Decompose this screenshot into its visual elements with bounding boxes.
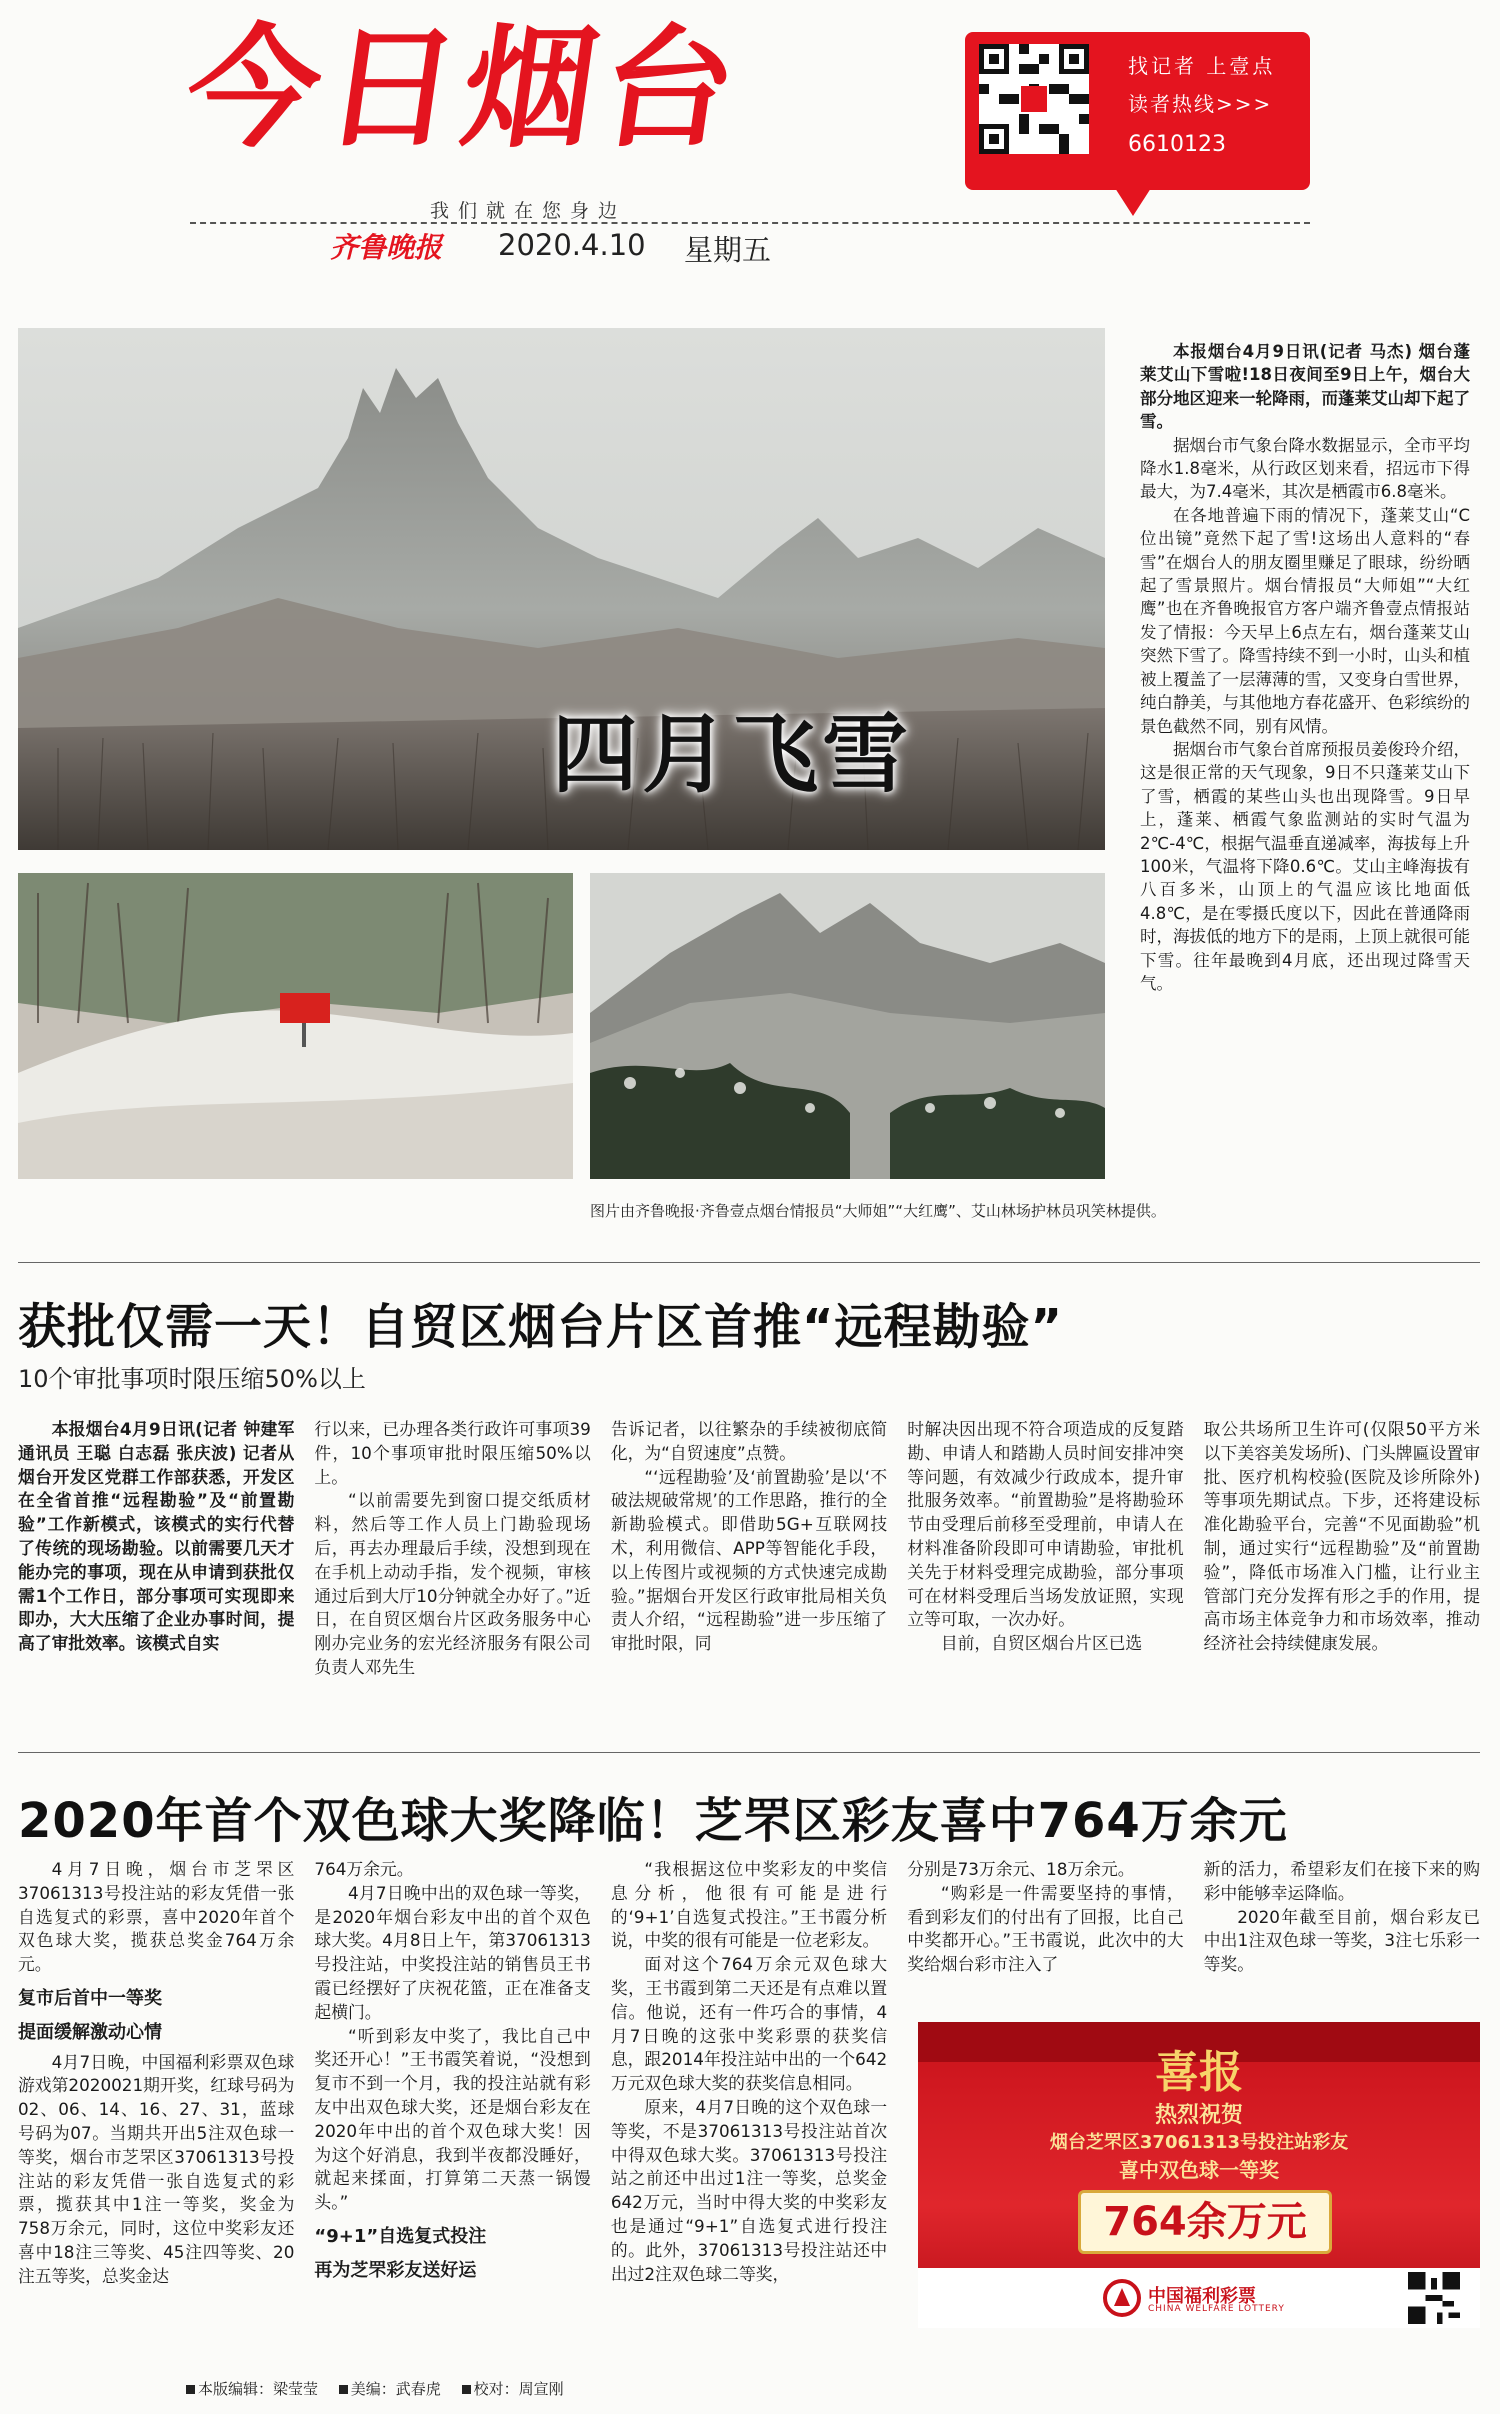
footer-credit: 本版编辑：梁莹莹 bbox=[186, 2380, 318, 2398]
masthead-slogan: 我们就在您身边 bbox=[430, 200, 627, 222]
ad-congrats-line: 热烈祝贺 bbox=[1154, 2103, 1243, 2128]
ad-station-line: 烟台芝罘区37061313号投注站彩友 bbox=[1049, 2132, 1349, 2153]
newspaper-masthead-title: 今日烟台 bbox=[177, 12, 751, 166]
section-divider bbox=[18, 1262, 1480, 1263]
article2-headline: 2020年首个双色球大奖降临！芝罘区彩友喜中764万余元 bbox=[18, 1793, 1288, 1849]
article1-paragraph: 目前，自贸区烟台片区已选 bbox=[940, 1633, 1143, 1654]
article1-column bbox=[314, 1418, 590, 1718]
article2-paragraph: “听到彩友中奖了，我比自己中奖还开心！”王书霞笑着说，“没想到复市不到一个月，我的投注站就有彩友中出双色球大奖，还是烟台彩友在2020年中出的首个双色球大奖！因为这个好消息，我到半夜都没睡好，就起来揉面，打算第二天蒸一锅馒头。” bbox=[314, 2025, 591, 2213]
article2-paragraph: 原来，4月7日晚的这个双色球一等奖，不是37061313号投注站首次中得双色球大奖。37061313号投注站之前还中出过1注一等奖，总奖金642万元，当时中得大奖的中奖彩友也是通过“9+1”自选复式进行投注的。此外，37061313号投注站还中出过2注双色球二等奖， bbox=[610, 2096, 888, 2284]
article2-subhead: “9+1”自选复式投注 bbox=[314, 2225, 487, 2247]
snow-path-photo bbox=[18, 873, 573, 1179]
snow-story-paragraph: 在各地普遍下雨的情况下，蓬莱艾山“C位出镜”竟然下起了雪!这场出人意料的“春雪”在烟台人的朋友圈里赚足了眼球，纷纷晒起了雪景照片。烟台情报员“大师姐”“大红鹰”也在齐鲁晚报官方客户端齐鲁壹点情报站发了情报：今天早上6点左右，烟台蓬莱艾山突然下雪了。降雪持续不到一小时，山头和植被上覆盖了一层薄薄的雪，又变身白雪世界，纯白静美，与其他地方春花盛开、色彩缤纷的景色截然不同，别有风情。 bbox=[1140, 505, 1470, 736]
article2-paragraph: 面对这个764万余元双色球大奖，王书霞到第二天还是有点难以置信。他说，还有一件巧合的事情，4月7日晚的这张中奖彩票的获奖信息，跟2014年投注站中出的一个642万元双色球大奖的获奖信息相同。 bbox=[610, 1954, 888, 2094]
article2-paragraph: 4月7日晚中出的双色球一等奖，是2020年烟台彩友中出的首个双色球大奖。4月8日上午，第37061313号投注站，中奖投注站的销售员王书霞已经摆好了庆祝花篮，正在准备支起横门。 bbox=[314, 1882, 591, 2022]
ad-footer-band bbox=[918, 2268, 1480, 2328]
ad-prize-amount: 764余万元 bbox=[1078, 2190, 1332, 2254]
article2-subhead: 再为芝罘彩友送好运 bbox=[314, 2259, 477, 2281]
snow-story-paragraph: 本报烟台4月9日讯(记者 马杰) 烟台蓬莱艾山下雪啦!18日夜间至9日上午，烟台大部分地区迎来一轮降雨，而蓬莱艾山却下起了雪。 bbox=[1140, 342, 1470, 432]
article2-paragraph: 4月7日晚，烟台市芝罘区37061313号投注站的彩友凭借一张自选复式的彩票，喜中2020年首个双色球大奖，揽获总奖金764万余元。 bbox=[18, 1859, 295, 1975]
article1-paragraph: 时解决因出现不符合项造成的反复踏勘、申请人和踏勘人员时间安排冲突等问题，有效减少行政成本，提升审批服务效率。“前置勘验”是将勘验环节由受理后前移至受理前，申请人在材料准备阶段即可申请勘验，审批机关先于材料受理完成勘验，部分事项可在材料受理后当场发放证照，实现立等可取，一次办好。 bbox=[907, 1419, 1184, 1630]
article1-paragraph: 取公共场所卫生许可(仅限50平方米以下美容美发场所)、门头牌匾设置审批、医疗机构校验(医院及诊所除外)等事项先期试点。下步，还将建设标准化勘验平台，完善“不见面勘验”机制，通过实行“远程勘验”及“前置勘验”，降低市场准入门槛，让行业主管部门充分发挥有形之手的作用，提高市场主体竞争力和市场效率，推动经济社会持续健康发展。 bbox=[1203, 1419, 1481, 1654]
photo-credit-caption: 图片由齐鲁晚报·齐鲁壹点烟台情报员“大师姐”“大红鹰”、艾山林场护林员巩笑林提供。 bbox=[590, 1202, 1166, 1220]
qr-code-icon[interactable] bbox=[979, 44, 1089, 154]
article1-paragraph: 告诉记者，以往繁杂的手续被彻底简化，为“自贸速度”点赞。 bbox=[610, 1419, 888, 1463]
article2-paragraph: 764万余元。 bbox=[314, 1859, 414, 1879]
snowy-peaks-pines-photo bbox=[590, 873, 1105, 1179]
reporter-box-line1: 找记者 上壹点 bbox=[1128, 54, 1276, 78]
article1-headline: 获批仅需一天！自贸区烟台片区首推“远程勘验” bbox=[18, 1299, 1064, 1355]
article1-subhead: 10个审批事项时限压缩50%以上 bbox=[18, 1365, 366, 1393]
article1-paragraph: “以前需要先到窗口提交纸质材料，然后等工作人员上门勘验现场后，再去办理最后手续，没想到现在在手机上动动手指，发个视频，审核通过后到大厅10分钟就全办好了。”近日，在自贸区烟台片区政务服务中心刚办完业务的宏光经济服务有限公司负责人邓先生 bbox=[314, 1490, 591, 1677]
footer-credit: 校对：周宣刚 bbox=[462, 2380, 564, 2398]
ad-qr-code-icon[interactable] bbox=[1408, 2272, 1460, 2324]
snow-feature-headline: 四月飞雪 bbox=[552, 705, 912, 805]
article2-paragraph: 4月7日晚，中国福利彩票双色球游戏第2020021期开奖，红球号码为02、06、14、16、27、31，蓝球号码为07。当期共开出5注双色球一等奖，烟台市芝罘区37061313号投注站的彩友凭借一张自选复式的彩票，揽获其中1注一等奖，奖金为758万余元，同时，这位中奖彩友还喜中18注三等奖、45注四等奖、20注五等奖，总奖金达 bbox=[18, 2051, 295, 2286]
article2-subhead: 复市后首中一等奖 bbox=[18, 1987, 162, 2009]
footer-credit: 美编：武春虎 bbox=[339, 2380, 441, 2398]
article2-paragraph: “购彩是一件需要坚持的事情，看到彩友们的付出有了回报，比自己中奖都开心。”王书霞说，此次中的大奖给烟台彩市注入了 bbox=[907, 1882, 1184, 1975]
issue-weekday: 星期五 bbox=[684, 233, 772, 267]
article2-paragraph: 新的活力，希望彩友们在接下来的购彩中能够幸运降临。 bbox=[1203, 1859, 1481, 1903]
page-footer-credits bbox=[186, 2378, 580, 2399]
article1-paragraph: 本报烟台4月9日讯(记者 钟建军 通讯员 王聪 白志磊 张庆波) 记者从烟台开发区党群工作部获悉，开发区在全省首推“远程勘验”及“前置勘验”工作新模式，该模式的实行代替了传统的现场勘验。以前需要几天才能办完的事项，现在从申请到获批仅需1个工作日，部分事项可实现即来即办，大大压缩了企业办事时间，提高了审批效率。该模式自实 bbox=[18, 1419, 295, 1654]
reporter-hotline-number: 6610123 bbox=[1128, 132, 1226, 157]
article2-column bbox=[18, 1858, 294, 2328]
ad-title: 喜报 bbox=[1155, 2047, 1243, 2098]
article2-paragraph: “我根据这位中奖彩友的中奖信息分析，他很有可能是进行的‘9+1’自选复式投注。”王书霞分析说，中奖的很有可能是一位老彩友。 bbox=[610, 1859, 888, 1951]
article1-column bbox=[18, 1418, 294, 1718]
issue-date: 2020.4.10 bbox=[498, 228, 646, 262]
snow-story-text bbox=[1140, 340, 1470, 1200]
welfare-lottery-logo-icon bbox=[1102, 2278, 1142, 2318]
article1-paragraph: “‘远程勘验’及‘前置勘验’是以‘不破法规破常规’的工作思路，推行的全新勘验模式。即借助5G+互联网技术，利用微信、APP等智能化手段，以上传图片或视频的方式快速完成勘验。”据烟台开发区行政审批局相关负责人介绍，“远程勘验”进一步压缩了审批时限，同 bbox=[610, 1466, 888, 1654]
ad-prize-line: 喜中双色球一等奖 bbox=[1119, 2158, 1279, 2182]
article1-column bbox=[611, 1418, 887, 1718]
article2-column bbox=[314, 1858, 590, 2328]
article1-column bbox=[907, 1418, 1183, 1718]
article2-paragraph: 2020年截至目前，烟台彩友已中出1注双色球一等奖，3注七乐彩一等奖。 bbox=[1203, 1906, 1481, 1975]
reporter-box-line2: 读者热线>>> bbox=[1128, 92, 1273, 116]
snow-story-paragraph: 据烟台市气象台首席预报员姜俊玲介绍，这是很正常的天气现象，9日不只蓬莱艾山下了雪，栖霞的某些山头也出现降雪。9日早上，蓬莱、栖霞气象监测站的实时气温为2℃-4℃，根据气温垂直递减率，海拔每上升100米，气温将下降0.6℃。艾山主峰海拔有八百多米，山顶上的气温应该比地面低4.8℃，是在零摄氏度以下，因此在普通降雨时，海拔低的地方下的是雨，上顶上就很可能下雪。往年最晚到4月底，还出现过降雪天气。 bbox=[1140, 739, 1470, 993]
snow-story-paragraph: 据烟台市气象台降水数据显示，全市平均降水1.8毫米，从行政区划来看，招远市下得最大，为7.4毫米，其次是栖霞市6.8毫米。 bbox=[1140, 435, 1470, 502]
paper-brand-logo: 齐鲁晚报 bbox=[330, 231, 443, 264]
article2-column bbox=[611, 1858, 887, 2328]
lottery-congratulation-ad bbox=[918, 2022, 1480, 2328]
article1-body bbox=[18, 1418, 1480, 1718]
article2-paragraph: 分别是73万余元、18万余元。 bbox=[907, 1859, 1135, 1879]
article1-paragraph: 行以来，已办理各类行政许可事项39件，10个事项审批时限压缩50%以上。 bbox=[314, 1419, 591, 1487]
section-divider bbox=[18, 1752, 1480, 1753]
reporter-contact-box bbox=[965, 32, 1310, 190]
article2-subhead: 提面缓解激动心情 bbox=[18, 2021, 162, 2043]
ad-logo-subtext: CHINA WELFARE LOTTERY bbox=[1148, 2304, 1285, 2314]
header-divider bbox=[190, 222, 1310, 224]
ad-logo-text: 中国福利彩票 bbox=[1148, 2286, 1256, 2307]
article1-column bbox=[1204, 1418, 1480, 1718]
